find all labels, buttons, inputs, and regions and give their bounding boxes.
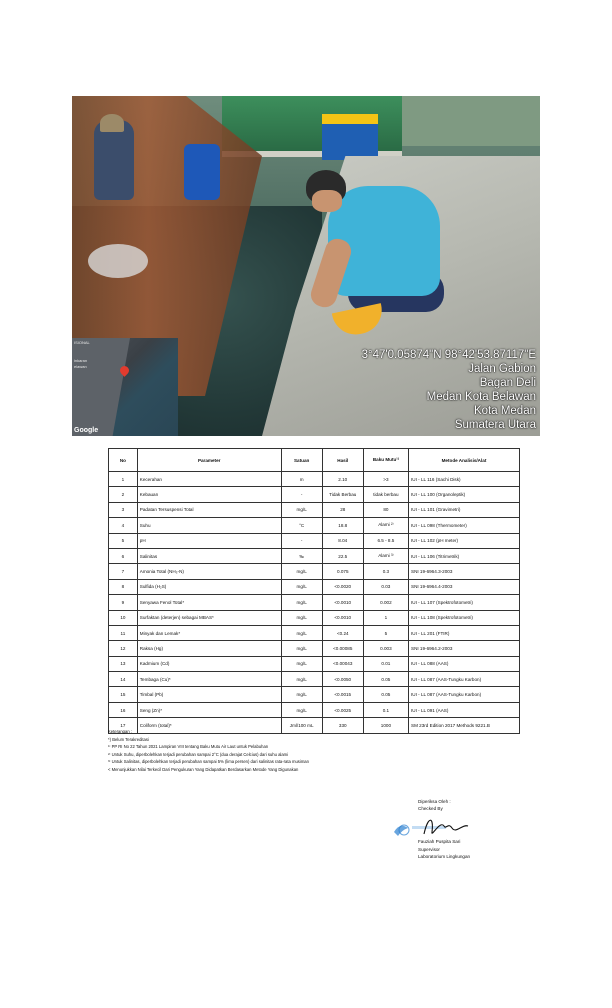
note-line: < Menunjukkan Nilai Terkecil Dari Pengukuran Yang Didapatkan Berdasarkan Metode Yang Digunakan [108, 766, 299, 772]
unit: mg/L [281, 610, 322, 625]
map-label: inkaran [74, 358, 88, 363]
row-number: 6 [109, 548, 138, 563]
column-header: Baku Mutu¹⁾ [363, 449, 408, 472]
column-header: Hasil [322, 449, 363, 472]
geotag-district: Medan Kota Belawan [426, 391, 536, 403]
fisherman-figure [94, 120, 134, 200]
geotag-coordinates: 3°47'0.05874"N 98°42'53.87117"E [361, 349, 536, 361]
analysis-method: SNI 19-6964.4-2003 [409, 579, 520, 594]
result-value: 330 [322, 718, 363, 733]
column-header: Parameter [137, 449, 281, 472]
unit: mg/L [281, 579, 322, 594]
parameter-name: Kadmium (Cd) [137, 656, 281, 671]
quality-standard: 1000 [363, 718, 408, 733]
parameter-name: Padatan Tersuspensi Total [137, 502, 281, 517]
note-line: ²⁾ Untuk Suhu, diperbolehkan terjadi perubahan sampai 2°C (dua derajat Celcius) dari suhu alami [108, 751, 289, 757]
quality-standard: Alami ²⁾ [363, 518, 408, 533]
row-number: 1 [109, 472, 138, 487]
notes-title: Keterangan : [108, 729, 132, 734]
analysis-method: IUI - LL 100 (Organoleptik) [409, 487, 520, 502]
lab-report [72, 440, 540, 906]
quality-standard: 0.1 [363, 702, 408, 717]
row-number: 15 [109, 687, 138, 702]
table-row [109, 610, 520, 625]
geotag-street: Jalan Gabion [468, 363, 536, 375]
result-value: 22.5 [322, 548, 363, 563]
notes-section [108, 728, 520, 774]
table-row [109, 518, 520, 533]
geotag-city: Kota Medan [473, 405, 536, 417]
analysis-method: IUI - LL 087 (AAS-Tungku Karbon) [409, 672, 520, 687]
table-body [109, 472, 520, 734]
analysis-method: IUI - LL 088 (AAS) [409, 656, 520, 671]
table-row [109, 641, 520, 656]
analysis-method: IUI - LL 106 (Titrimetrik) [409, 548, 520, 563]
table-row [109, 672, 520, 687]
row-number: 14 [109, 672, 138, 687]
map-thumbnail [72, 338, 178, 436]
table-row [109, 595, 520, 610]
analysis-method: IUI - LL 101 (Gravimetri) [409, 502, 520, 517]
result-value: Tidak Berbau [322, 487, 363, 502]
parameter-name: Coliform (total)* [137, 718, 281, 733]
unit: mg/L [281, 702, 322, 717]
unit: mg/L [281, 687, 322, 702]
unit: mg/L [281, 625, 322, 640]
analysis-method: SM 23rd Edition 2017 Methods 9221.B [409, 718, 520, 733]
quality-standard: tidak berbau [363, 487, 408, 502]
technician-face [312, 190, 342, 212]
row-number: 7 [109, 564, 138, 579]
quality-standard: 1 [363, 610, 408, 625]
table-header-row [109, 449, 520, 472]
result-value: <0.0025 [322, 702, 363, 717]
signer-department: Laboratorium Lingkungan [418, 853, 471, 859]
result-value: 18.8 [322, 518, 363, 533]
row-number: 4 [109, 518, 138, 533]
fishing-net [88, 244, 148, 278]
analysis-method: IUI - LL 108 (Spektrofotometri) [409, 610, 520, 625]
note-line: *) Belum Terakreditasi [108, 736, 149, 742]
row-number: 5 [109, 533, 138, 548]
unit: °C [281, 518, 322, 533]
result-value: 8.04 [322, 533, 363, 548]
quality-standard: 0.002 [363, 595, 408, 610]
result-value: <0.0010 [322, 610, 363, 625]
map-land [72, 338, 130, 436]
unit: mg/L [281, 564, 322, 579]
analysis-method: IUI - LL 107 (Spektrofotometri) [409, 595, 520, 610]
result-value: <0.00085 [322, 641, 363, 656]
quality-standard: 6.5 - 8.5 [363, 533, 408, 548]
analysis-method: IUI - LL 091 (AAS) [409, 702, 520, 717]
unit: mg/L [281, 502, 322, 517]
unit: mg/L [281, 672, 322, 687]
table-row [109, 472, 520, 487]
blue-drum [184, 144, 220, 200]
analysis-method: SNI 19-6964.2-2003 [409, 641, 520, 656]
checked-by-label: Checked By [418, 806, 443, 812]
parameter-name: Raksa (Hg) [137, 641, 281, 656]
fisherman-hat [100, 114, 124, 132]
analysis-method: IUI - LL 098 (Thermometer) [409, 518, 520, 533]
result-value: <0.24 [322, 625, 363, 640]
geotag-province: Sumatera Utara [454, 419, 536, 431]
parameter-name: Salinitas [137, 548, 281, 563]
quality-standard: 0.003 [363, 641, 408, 656]
table-row [109, 702, 520, 717]
unit: Jml/100 mL [281, 718, 322, 733]
field-photo [72, 96, 540, 436]
parameter-name: Sulfida (H₂S) [137, 579, 281, 594]
parameter-name: Kecerahan [137, 472, 281, 487]
result-value: <0.00043 [322, 656, 363, 671]
quality-standard: 80 [363, 502, 408, 517]
parameter-name: Surfaktan (deterjen) sebagai MBAS* [137, 610, 281, 625]
row-number: 12 [109, 641, 138, 656]
results-table [108, 448, 520, 734]
table-row [109, 548, 520, 563]
geotag-area: Bagan Deli [479, 377, 536, 389]
google-logo: Google [74, 427, 99, 434]
column-header: No [109, 449, 138, 472]
parameter-name: Tembaga (Cu)* [137, 672, 281, 687]
parameter-name: Suhu [137, 518, 281, 533]
table-row [109, 687, 520, 702]
quality-standard: 0.05 [363, 687, 408, 702]
row-number: 10 [109, 610, 138, 625]
table-row [109, 533, 520, 548]
quality-standard: 5 [363, 625, 408, 640]
column-header: Metode Analisis/Alat [409, 449, 520, 472]
result-value: <0.0015 [322, 687, 363, 702]
result-value: 0.075 [322, 564, 363, 579]
quality-standard: Alami ³⁾ [363, 548, 408, 563]
result-value: 2.10 [322, 472, 363, 487]
parameter-name: Timbal (Pb) [137, 687, 281, 702]
parameter-name: Minyak dan Lemak* [137, 625, 281, 640]
table-row [109, 487, 520, 502]
row-number: 11 [109, 625, 138, 640]
note-line: ³⁾ Untuk Salinitas, diperbolehkan terjadi perubahan sampai 5% (lima persen) dari salinitas rata-rata musiman [108, 759, 309, 765]
row-number: 2 [109, 487, 138, 502]
row-number: 13 [109, 656, 138, 671]
parameter-name: Seng (Zn)* [137, 702, 281, 717]
row-number: 3 [109, 502, 138, 517]
result-value: 28 [322, 502, 363, 517]
row-number: 8 [109, 579, 138, 594]
signer-role: Supervisor [418, 846, 440, 852]
unit: mg/L [281, 595, 322, 610]
unit: mg/L [281, 641, 322, 656]
parameter-name: Senyawa Fenol Total* [137, 595, 281, 610]
reviewed-by-label: Diperiksa Oleh : [418, 799, 451, 804]
parameter-name: pH [137, 533, 281, 548]
note-line: ¹⁾ PP RI No 22 Tahun 2021 Lampiran VIII tentang Baku Mutu Air Laut untuk Pelabuhan [108, 744, 269, 750]
result-value: <0.0050 [322, 672, 363, 687]
signature-block [392, 798, 532, 860]
unit: mg/L [281, 656, 322, 671]
parameter-name: Amonia Total (NH₃-N) [137, 564, 281, 579]
analysis-method: IUI - LL 102 (pH meter) [409, 533, 520, 548]
quality-standard: 0.01 [363, 656, 408, 671]
analysis-method: SNI 19-6964.3-2003 [409, 564, 520, 579]
signer-name: Fauziah Puspita Sari [418, 839, 461, 845]
signature-scribble [418, 812, 478, 842]
analysis-method: IUI - LL 087 (AAS-Tungku Karbon) [409, 687, 520, 702]
unit: - [281, 487, 322, 502]
column-header: Satuan [281, 449, 322, 472]
parameter-name: Kebauan [137, 487, 281, 502]
result-value: <0.0010 [322, 595, 363, 610]
table-row [109, 564, 520, 579]
map-label: elawan [74, 364, 87, 369]
table-row [109, 502, 520, 517]
table-row [109, 579, 520, 594]
analysis-method: IUI - LL 116 (Sachi Disk) [409, 472, 520, 487]
unit: - [281, 533, 322, 548]
quality-standard: 0.05 [363, 672, 408, 687]
row-number: 17 [109, 718, 138, 733]
row-number: 9 [109, 595, 138, 610]
table-row [109, 656, 520, 671]
analysis-method: IUI - LL 201 (FTIR) [409, 625, 520, 640]
unit: ‰ [281, 548, 322, 563]
yellow-crate [322, 114, 378, 160]
quality-standard: >3 [363, 472, 408, 487]
quality-standard: 0.03 [363, 579, 408, 594]
table-row [109, 625, 520, 640]
map-label: ISIONAL [74, 340, 90, 345]
result-value: <0.0020 [322, 579, 363, 594]
unit: m [281, 472, 322, 487]
row-number: 16 [109, 702, 138, 717]
quality-standard: 0.3 [363, 564, 408, 579]
geotag-overlay [362, 348, 536, 432]
